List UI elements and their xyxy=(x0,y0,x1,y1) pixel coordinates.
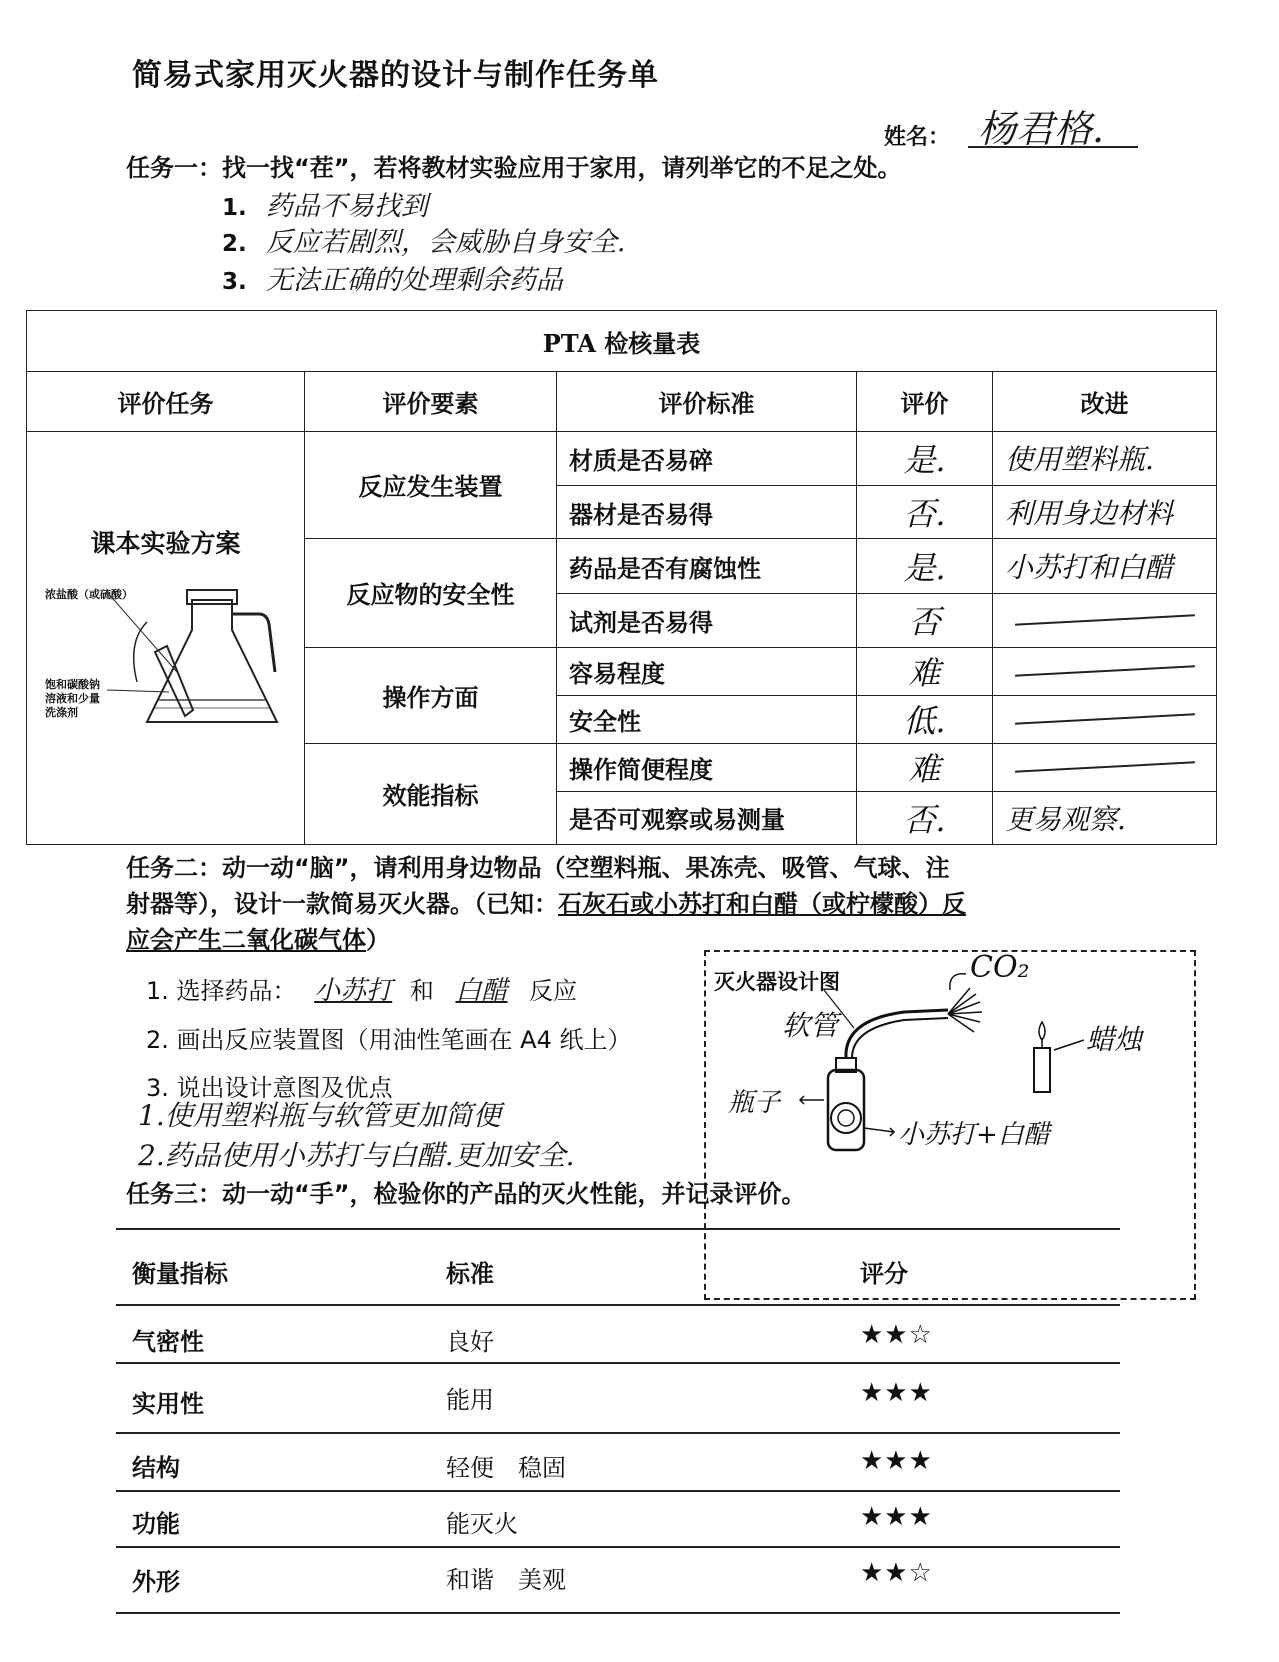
pta-eval: 低. xyxy=(857,695,993,743)
pta-element: 效能指标 xyxy=(305,743,557,844)
task2-line3 xyxy=(126,922,390,958)
pta-improve: 小苏打和白醋 xyxy=(993,539,1217,594)
task1-item xyxy=(222,220,625,259)
pta-task-cell xyxy=(27,431,305,844)
pta-improve-blank xyxy=(993,743,1217,791)
task1-item-text: 药品不易找到 xyxy=(265,191,428,222)
task3-header: 标准 xyxy=(446,1260,494,1288)
task3-rule xyxy=(116,1490,1120,1492)
task3-metric: 结构 xyxy=(132,1454,180,1482)
task2-line1: 任务二：动一动“脑”，请利用身边物品（空塑料瓶、果冻壳、吸管、气球、注 xyxy=(126,854,950,882)
task1-item-number: 1. xyxy=(222,195,247,221)
pta-criterion: 材质是否易碎 xyxy=(557,431,857,485)
task1-item xyxy=(222,258,563,297)
pta-header: 评价要素 xyxy=(305,372,557,431)
task2-known-fact: 石灰石或小苏打和白醋（或柠檬酸）反 xyxy=(558,890,966,918)
task1-item-number: 3. xyxy=(222,269,247,295)
task3-rule xyxy=(116,1432,1120,1434)
design-title: 灭火器设计图 xyxy=(714,970,840,994)
name-value: 杨君格. xyxy=(978,107,1105,151)
flask-apparatus-illustration xyxy=(107,582,287,732)
task3-score: ★★★ xyxy=(860,1502,933,1532)
pta-eval: 否. xyxy=(857,485,993,538)
pta-header: 评价标准 xyxy=(557,372,857,431)
pta-header: 评价 xyxy=(857,372,993,431)
task3-standard: 轻便 稳固 xyxy=(446,1454,566,1482)
pta-element: 反应物的安全性 xyxy=(305,539,557,647)
task3-score: ★★☆ xyxy=(860,1320,933,1350)
task2-answer: 1.使用塑料瓶与软管更加简便 xyxy=(138,1099,501,1132)
task3-score: ★★☆ xyxy=(860,1558,933,1588)
pta-criterion: 操作简便程度 xyxy=(557,743,857,791)
pta-improve: 使用塑料瓶. xyxy=(993,431,1217,485)
task3-header: 评分 xyxy=(860,1260,908,1288)
task3-rule xyxy=(116,1228,1120,1230)
pta-criterion: 试剂是否易得 xyxy=(557,594,857,647)
task2-step1-and: 和 xyxy=(409,977,434,1005)
flask-label-solution: 饱和碳酸钠 xyxy=(45,677,100,691)
task3-rule xyxy=(116,1546,1120,1548)
task2-line2-text: 射器等），设计一款简易灭火器。（已知： xyxy=(126,890,558,918)
pta-improve-blank xyxy=(993,594,1217,647)
task2-step1 xyxy=(146,970,577,1007)
task3-header: 衡量指标 xyxy=(132,1260,228,1288)
task3-standard: 能用 xyxy=(446,1386,494,1414)
design-label-hose: 软管 xyxy=(782,1009,839,1042)
task3-metric: 气密性 xyxy=(132,1328,204,1356)
pta-criterion: 安全性 xyxy=(557,695,857,743)
pta-eval: 难 xyxy=(857,647,993,695)
task1-item-text: 无法正确的处理剩余药品 xyxy=(265,265,563,296)
task1-item-text: 反应若剧烈，会威胁自身安全. xyxy=(265,227,626,258)
task2-step1-end: 反应 xyxy=(529,977,578,1005)
pta-header: 评价任务 xyxy=(27,372,305,431)
task3-standard: 能灭火 xyxy=(446,1510,518,1538)
task3-metric: 外形 xyxy=(132,1568,180,1596)
design-label-contents: 小苏打+白醋 xyxy=(898,1120,1050,1150)
task2-known-fact-cont: 应会产生二氧化碳气体 xyxy=(126,926,366,954)
task2-step1-answer: 小苏打 xyxy=(314,976,393,1006)
pta-eval: 难 xyxy=(857,743,993,791)
design-label-candle: 蜡烛 xyxy=(1086,1023,1143,1056)
pta-eval: 是. xyxy=(857,431,993,485)
pta-improve: 利用身边材料 xyxy=(993,485,1217,538)
task2-step1-answer: 白醋 xyxy=(455,976,508,1006)
task3-standard: 良好 xyxy=(446,1328,494,1356)
pta-improve-blank xyxy=(993,647,1217,695)
name-underline xyxy=(968,146,1138,148)
task2-step3: 3. 说出设计意图及优点 xyxy=(146,1074,393,1102)
task1-prompt: 任务一：找一找“茬”，若将教材实验应用于家用，请列举它的不足之处。 xyxy=(126,154,902,182)
task3-prompt: 任务三：动一动“手”，检验你的产品的灭火性能，并记录评价。 xyxy=(126,1180,806,1208)
task3-score: ★★★ xyxy=(860,1378,933,1408)
task2-paren: ） xyxy=(366,926,390,954)
pta-eval: 否. xyxy=(857,791,993,844)
task3-rule xyxy=(116,1362,1120,1364)
pta-eval: 是. xyxy=(857,539,993,594)
pta-improve-blank xyxy=(993,695,1217,743)
pta-title: PTA 检核量表 xyxy=(27,311,1217,372)
pta-criterion: 是否可观察或易测量 xyxy=(557,791,857,844)
pta-table xyxy=(26,310,1217,845)
pta-task-label: 课本实验方案 xyxy=(90,528,241,558)
task3-metric: 实用性 xyxy=(132,1390,204,1418)
task3-rule xyxy=(116,1304,1120,1306)
page-title: 简易式家用灭火器的设计与制作任务单 xyxy=(132,58,659,93)
design-label-co2: CO₂ xyxy=(970,950,1030,985)
flask-label-solution: 溶液和少量 xyxy=(45,691,100,705)
task2-answer: 2.药品使用小苏打与白醋.更加安全. xyxy=(138,1139,575,1172)
task1-item-number: 2. xyxy=(222,231,247,257)
pta-criterion: 药品是否有腐蚀性 xyxy=(557,539,857,594)
task1-item xyxy=(222,184,428,223)
pta-header: 改进 xyxy=(993,372,1217,431)
design-label-bottle: 瓶子 xyxy=(728,1088,781,1118)
flask-label-acid: 浓盐酸（或硫酸） xyxy=(45,587,133,601)
flask-label-solution: 洗涤剂 xyxy=(45,705,78,719)
pta-element: 操作方面 xyxy=(305,647,557,743)
task3-score: ★★★ xyxy=(860,1446,933,1476)
pta-improve: 更易观察. xyxy=(993,791,1217,844)
task3-metric: 功能 xyxy=(132,1510,180,1538)
pta-eval: 否 xyxy=(857,594,993,647)
task3-rule xyxy=(116,1612,1120,1614)
pta-element: 反应发生装置 xyxy=(305,431,557,538)
pta-criterion: 器材是否易得 xyxy=(557,485,857,538)
task2-step2: 2. 画出反应装置图（用油性笔画在 A4 纸上） xyxy=(146,1026,632,1054)
pta-criterion: 容易程度 xyxy=(557,647,857,695)
task2-step1-label: 1. 选择药品： xyxy=(146,977,297,1005)
name-label: 姓名： xyxy=(884,125,951,150)
task3-standard: 和谐 美观 xyxy=(446,1566,566,1594)
task2-line2 xyxy=(126,886,966,922)
